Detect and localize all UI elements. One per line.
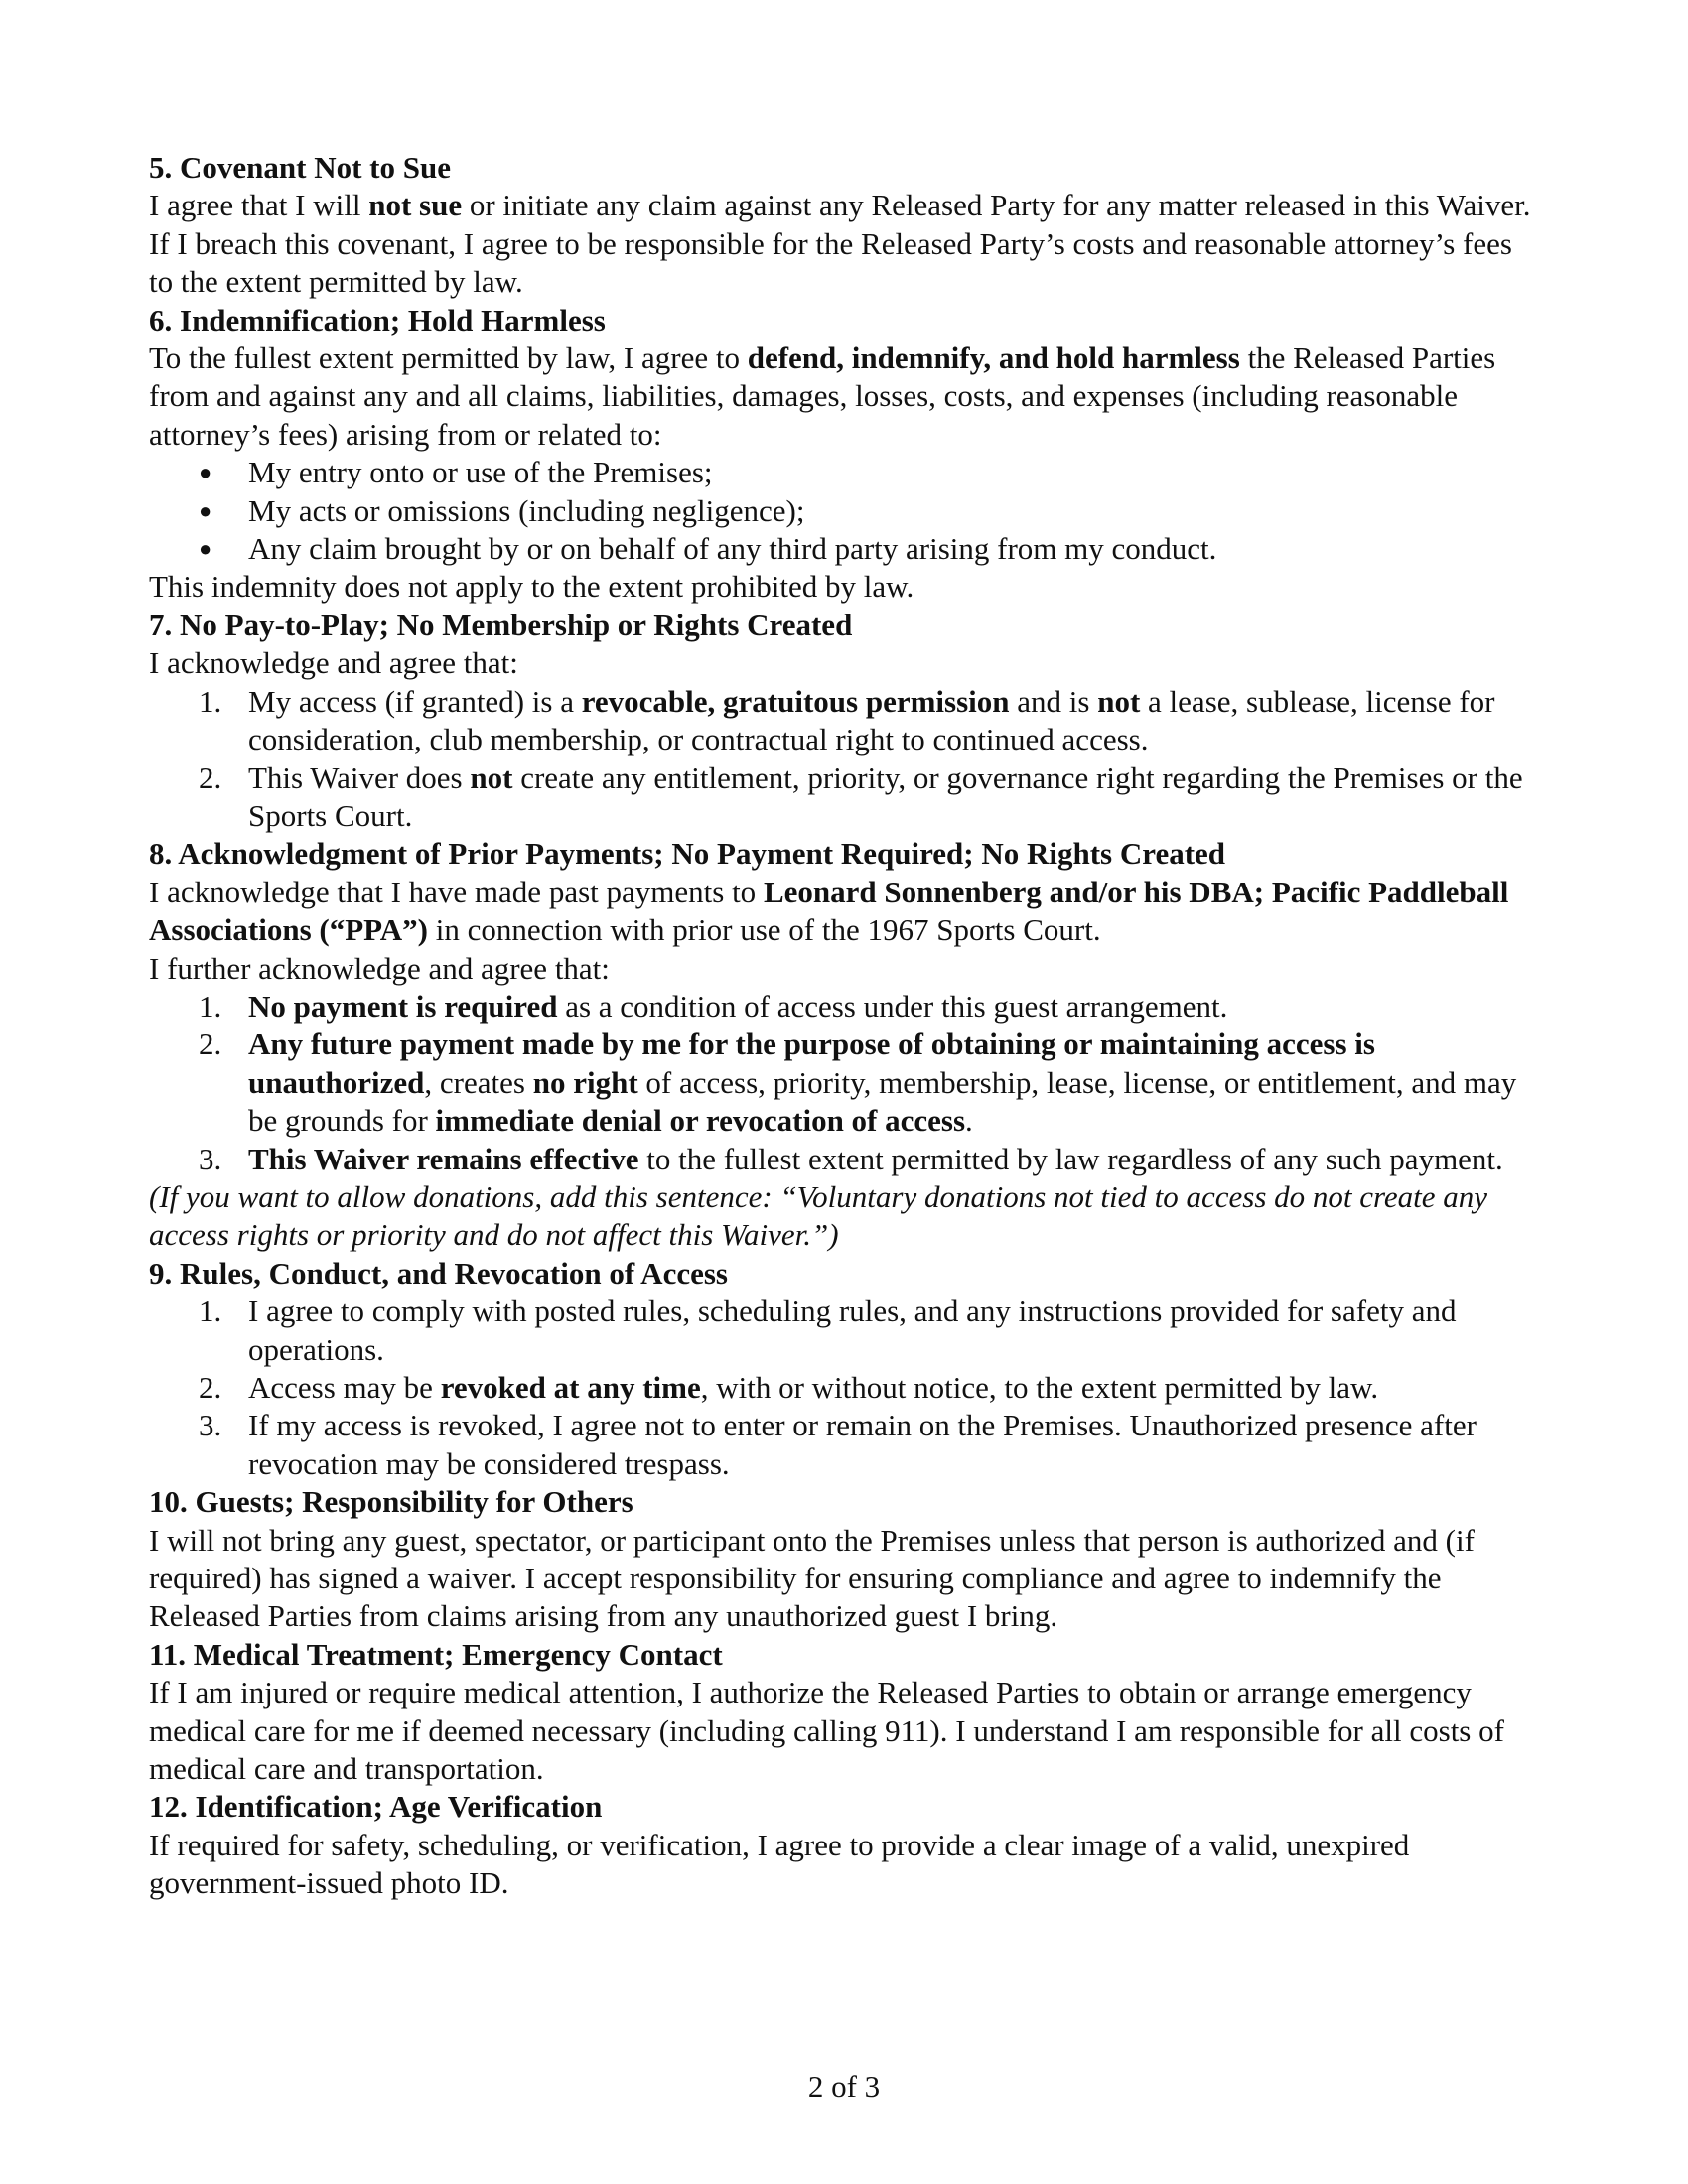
- list-number: 2.: [199, 1026, 222, 1062]
- text-run: to the fullest extent permitted by law regardless of any such payment.: [638, 1141, 1503, 1176]
- section-heading-s10: 10. Guests; Responsibility for Others: [149, 1484, 633, 1520]
- numbered-list: [149, 683, 1539, 836]
- paragraph: [149, 644, 1539, 682]
- bold-run: immediate denial or revocation of access: [435, 1103, 966, 1139]
- text-run: or initiate any claim against any Released Party for any matter released in this Waiver. If I breach this covenant, I agree to be responsible for the Released Party’s costs and reasonable attorney’s fees to the extent permitted by law.: [149, 188, 1531, 300]
- text-run: , creates: [424, 1064, 533, 1100]
- section-heading-s5: 5. Covenant Not to Sue: [149, 150, 451, 185]
- text-run: To the fullest extent permitted by law, I agree to: [149, 341, 748, 376]
- text-run: This Waiver does: [248, 759, 471, 795]
- section-heading-s8: 8. Acknowledgment of Prior Payments; No Payment Required; No Rights Created: [149, 836, 1226, 872]
- list-item: [149, 1141, 1539, 1178]
- text-run: , with or without notice, to the extent permitted by law.: [700, 1370, 1379, 1405]
- text-run: If required for safety, scheduling, or verification, I agree to provide a clear image of a valid, unexpired government-issued photo ID.: [149, 1827, 1410, 1901]
- paragraph: [149, 1674, 1539, 1788]
- bold-run: No payment is required: [248, 988, 558, 1024]
- text-run: of access, priority, membership, lease, license, or entitlement, and may be grounds for: [248, 1064, 1517, 1139]
- section-heading-s6: 6. Indemnification; Hold Harmless: [149, 302, 606, 338]
- text-run: My entry onto or use of the Premises;: [248, 455, 713, 490]
- text-run: If my access is revoked, I agree not to enter or remain on the Premises. Unauthorized presence after revocation may be considered trespass.: [248, 1408, 1477, 1481]
- text-run: I agree that I will: [149, 188, 369, 223]
- text-run: I will not bring any guest, spectator, or participant onto the Premises unless that person is authorized and (if required) has signed a waiver. I accept responsibility for ensuring compliance and agree to indemnify the Released Parties from claims arising from any unauthorized guest I bring.: [149, 1522, 1475, 1634]
- list-number: 1.: [199, 1294, 222, 1329]
- text-run: and is: [1009, 683, 1098, 719]
- paragraph: [149, 950, 1539, 988]
- bold-run: not sue: [368, 188, 463, 223]
- text-run: I agree to comply with posted rules, scheduling rules, and any instructions provided for safety and operations.: [248, 1294, 1457, 1367]
- list-number: 2.: [199, 759, 222, 795]
- list-number: 2.: [199, 1370, 222, 1405]
- text-run: (If you want to allow donations, add this sentence: “Voluntary donations not tied to access do not create any access rights or priority and do not affect this Waiver.”): [149, 1178, 1488, 1253]
- section-heading-s7: 7. No Pay-to-Play; No Membership or Rights Created: [149, 607, 853, 642]
- text-run: My access (if granted) is a: [248, 683, 582, 719]
- text-run: If I am injured or require medical attention, I authorize the Released Parties to obtain or arrange emergency medical care for me if deemed necessary (including calling 911). I understand I am responsible for all costs of medical care and transportation.: [149, 1675, 1504, 1787]
- list-number: 1.: [199, 683, 222, 719]
- text-run: a lease, sublease, license for consideration, club membership, or contractual right to continued access.: [248, 683, 1495, 757]
- list-item: [149, 1369, 1539, 1407]
- text-run: in connection with prior use of the 1967 Sports Court.: [427, 912, 1101, 948]
- text-run: create any entitlement, priority, or governance right regarding the Premises or the Sports Court.: [248, 759, 1523, 833]
- text-run: I further acknowledge and agree that:: [149, 950, 610, 986]
- text-run: Any claim brought by or on behalf of any third party arising from my conduct.: [248, 531, 1217, 567]
- document-body: [149, 149, 1539, 1903]
- bold-run: This Waiver remains effective: [248, 1141, 639, 1176]
- bold-run: Leonard Sonnenberg and/or his DBA; Pacific Paddleball Associations (“PPA”): [149, 874, 1509, 948]
- text-run: Access may be: [248, 1370, 441, 1405]
- text-run: the Released Parties from and against any and all claims, liabilities, damages, losses, costs, and expenses (including reasonable attorney’s fees) arising from or related to:: [149, 341, 1496, 452]
- bold-run: revoked at any time: [440, 1370, 701, 1405]
- paragraph: [149, 340, 1539, 454]
- bold-run: revocable, gratuitous permission: [581, 683, 1010, 719]
- numbered-list: [149, 988, 1539, 1178]
- bold-run: no right: [532, 1064, 638, 1100]
- bullet-icon: ●: [199, 460, 212, 485]
- bold-run: not: [470, 759, 513, 795]
- text-run: as a condition of access under this guest arrangement.: [557, 988, 1228, 1024]
- list-number: 3.: [199, 1141, 222, 1176]
- list-item: [149, 454, 1539, 491]
- bullet-icon: ●: [199, 497, 212, 523]
- paragraph: [149, 1522, 1539, 1636]
- section-heading-s12: 12. Identification; Age Verification: [149, 1789, 603, 1825]
- list-item: [149, 988, 1539, 1025]
- bold-run: not: [1097, 683, 1141, 719]
- numbered-list: [149, 1293, 1539, 1483]
- paragraph: [149, 1827, 1539, 1903]
- bold-run: Any future payment made by me for the purpose of obtaining or maintaining access is unauthorized: [248, 1026, 1375, 1100]
- section-heading-s9: 9. Rules, Conduct, and Revocation of Access: [149, 1255, 728, 1291]
- list-item: [149, 683, 1539, 759]
- list-item: [149, 1293, 1539, 1369]
- italic-note: [149, 1178, 1539, 1255]
- bullet-list: [149, 454, 1539, 568]
- section-heading-s11: 11. Medical Treatment; Emergency Contact: [149, 1636, 723, 1672]
- text-run: This indemnity does not apply to the extent prohibited by law.: [149, 569, 914, 605]
- paragraph: [149, 568, 1539, 606]
- text-run: I acknowledge and agree that:: [149, 645, 518, 681]
- bold-run: defend, indemnify, and hold harmless: [747, 341, 1240, 376]
- text-run: I acknowledge that I have made past payments to: [149, 874, 764, 909]
- paragraph: [149, 187, 1539, 301]
- text-run: My acts or omissions (including negligence);: [248, 492, 805, 528]
- list-item: [149, 1025, 1539, 1140]
- list-item: [149, 530, 1539, 568]
- paragraph: [149, 874, 1539, 950]
- text-run: .: [965, 1103, 973, 1139]
- list-item: [149, 759, 1539, 836]
- list-number: 1.: [199, 988, 222, 1024]
- list-number: 3.: [199, 1408, 222, 1443]
- list-item: [149, 1407, 1539, 1483]
- list-item: [149, 492, 1539, 530]
- page-number: 2 of 3: [807, 2069, 881, 2104]
- bullet-icon: ●: [199, 536, 212, 562]
